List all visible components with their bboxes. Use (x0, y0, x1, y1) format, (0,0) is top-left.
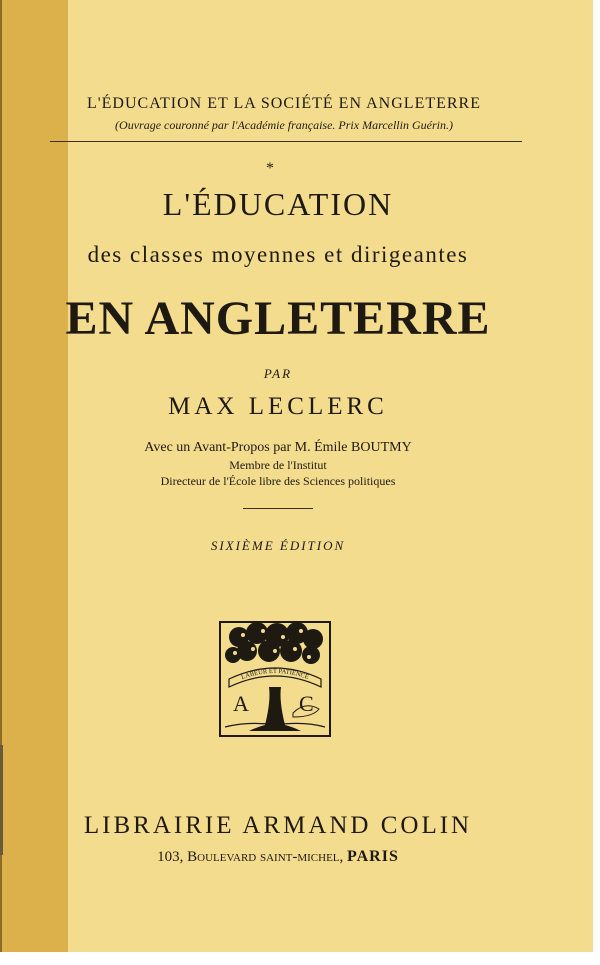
series-note: (Ouvrage couronné par l'Académie française. Prix Marcellin Guérin.) (115, 118, 453, 132)
author-name: MAX LECLERC (168, 393, 388, 420)
emblem-letter-a: A (233, 691, 249, 716)
address-city: PARIS (347, 848, 399, 865)
foreword-affiliation-2: Directeur de l'École libre des Sciences politiques (160, 474, 396, 488)
by-label: PAR (263, 366, 293, 381)
divider-middle (243, 508, 313, 509)
publisher-address (0, 848, 556, 866)
series-title: L'ÉDUCATION ET LA SOCIÉTÉ EN ANGLETERRE (87, 95, 481, 112)
divider-top (50, 141, 522, 142)
volume-mark: * (266, 160, 274, 177)
publisher-name: LIBRAIRIE ARMAND COLIN (83, 812, 473, 839)
title-line-2: des classes moyennes et dirigeantes (87, 242, 469, 267)
title-line-1: L'ÉDUCATION (162, 186, 394, 222)
emblem-letter-c: C (299, 691, 314, 716)
emblem-motto: LABEUR ET PATIENCE (240, 667, 310, 682)
foreword-credit: Avec un Avant-Propos par M. Émile BOUTMY (144, 440, 412, 455)
tree-emblem-icon (219, 621, 331, 737)
address-street: Boulevard saint-michel, (187, 849, 348, 865)
edition-label: SIXIÈME ÉDITION (210, 538, 346, 553)
title-line-3: EN ANGLETERRE (65, 292, 491, 345)
foreword-affiliation-1: Membre de l'Institut (229, 458, 327, 472)
address-number: 103, (157, 849, 188, 865)
